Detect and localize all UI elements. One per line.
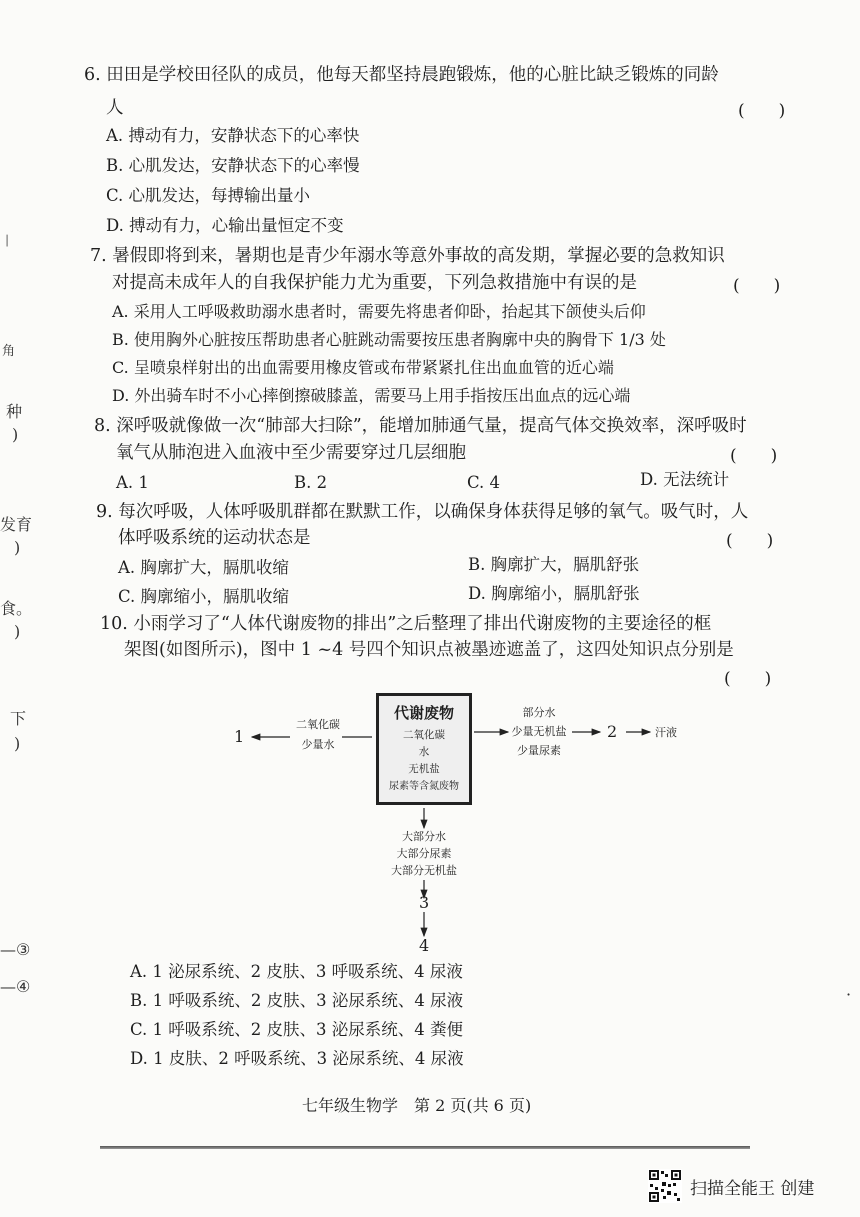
margin-fragment: —④ <box>0 977 31 996</box>
q6-answer-paren: ( ) <box>738 101 786 121</box>
qr-code-icon <box>648 1169 682 1203</box>
margin-fragment: 下 <box>10 709 27 728</box>
q9-option-c: C. 胸廓缩小，膈肌收缩 <box>118 587 290 606</box>
diagram-down-label: 大部分水 <box>402 830 446 843</box>
footer-divider <box>100 1146 750 1149</box>
margin-fragment: │ <box>4 236 11 247</box>
diagram-label-1: 1 <box>234 727 245 746</box>
margin-fragment: · <box>846 985 852 1004</box>
q8-option-d: D. 无法统计 <box>640 470 730 489</box>
q8-option-a: A. 1 <box>116 473 149 492</box>
diagram-right-label: 部分水 <box>522 706 556 719</box>
q10-option-b: B. 1 呼吸系统、2 皮肤、3 泌尿系统、4 尿液 <box>130 991 464 1010</box>
diagram-box-item: 水 <box>418 746 430 758</box>
margin-fragment: ) <box>14 622 21 641</box>
page-footer: 七年级生物学 第 2 页(共 6 页) <box>302 1096 532 1115</box>
q10-stem-line2: 架图(如图所示)，图中 1 ~4 号四个知识点被墨迹遮盖了，这四处知识点分别是 <box>124 640 734 660</box>
diagram-box-item: 无机盐 <box>408 763 440 775</box>
diagram-down-label: 大部分无机盐 <box>391 864 457 877</box>
margin-fragment: 发育 <box>0 515 33 534</box>
scanner-watermark: 扫描全能王 创建 <box>690 1179 815 1199</box>
q6-option-d: D. 搏动有力，心输出量恒定不变 <box>106 216 344 235</box>
q8-option-b: B. 2 <box>294 473 328 492</box>
q9-option-d: D. 胸廓缩小，膈肌舒张 <box>468 584 640 603</box>
q8-stem-line2: 氧气从肺泡进入血液中至少需要穿过几层细胞 <box>116 443 466 463</box>
q9-option-b: B. 胸廓扩大，膈肌舒张 <box>468 555 640 574</box>
diagram-box-item: 尿素等含氮废物 <box>389 781 459 792</box>
margin-fragment: 食。 <box>0 599 33 618</box>
q9-answer-paren: ( ) <box>726 531 774 551</box>
diagram-box-title: 代谢废物 <box>393 704 454 722</box>
diagram-label-2: 2 <box>607 722 618 741</box>
diagram-left-label: 二氧化碳 <box>296 718 340 731</box>
q6-stem-line1: 6. 田田是学校田径队的成员，他每天都坚持晨跑锻炼，他的心脏比缺乏锻炼的同龄 <box>84 65 719 85</box>
diagram-box-item: 二氧化碳 <box>403 729 445 741</box>
q7-option-a: A. 采用人工呼吸救助溺水患者时，需要先将患者仰卧，抬起其下颌使头后仰 <box>112 302 646 321</box>
margin-fragment: 角 <box>2 344 16 359</box>
q7-option-d: D. 外出骑车时不小心摔倒擦破膝盖，需要马上用手指按压出血点的远心端 <box>112 386 631 405</box>
q10-option-d: D. 1 皮肤、2 呼吸系统、3 泌尿系统、4 尿液 <box>130 1049 464 1068</box>
q9-option-a: A. 胸廓扩大，膈肌收缩 <box>118 558 289 577</box>
diagram-right-label: 少量无机盐 <box>511 725 567 738</box>
q7-stem-line2: 对提高未成年人的自我保护能力尤为重要，下列急救措施中有误的是 <box>112 273 637 293</box>
q6-option-a: A. 搏动有力，安静状态下的心率快 <box>106 126 360 145</box>
margin-fragment: ) <box>12 425 19 444</box>
q10-option-c: C. 1 呼吸系统、2 皮肤、3 泌尿系统、4 粪便 <box>130 1020 463 1039</box>
q10-option-a: A. 1 泌尿系统、2 皮肤、3 呼吸系统、4 尿液 <box>130 962 463 981</box>
q7-option-b: B. 使用胸外心脏按压帮助患者心脏跳动需要按压患者胸廓中央的胸骨下 1/3 处 <box>112 330 666 349</box>
diagram-label-4: 4 <box>419 936 430 955</box>
q7-stem-line1: 7. 暑假即将到来，暑期也是青少年溺水等意外事故的高发期，掌握必要的急救知识 <box>90 246 725 266</box>
q10-answer-paren: ( ) <box>724 669 772 689</box>
q7-option-c: C. 呈喷泉样射出的出血需要用橡皮管或布带紧紧扎住出血血管的近心端 <box>112 358 614 377</box>
q8-answer-paren: ( ) <box>730 446 778 466</box>
diagram-sweat-label: 汗液 <box>655 726 677 739</box>
diagram-left-label: 少量水 <box>301 738 335 751</box>
diagram-down-label: 大部分尿素 <box>396 847 452 860</box>
margin-fragment: 种 <box>6 402 23 421</box>
margin-fragment: —③ <box>0 940 31 959</box>
q10-stem-line1: 10. 小雨学习了“人体代谢废物的排出”之后整理了排出代谢废物的主要途径的框 <box>100 614 712 634</box>
q6-option-b: B. 心肌发达，安静状态下的心率慢 <box>106 156 360 175</box>
margin-fragment: ) <box>14 734 21 753</box>
diagram-label-3: 3 <box>419 893 430 912</box>
q8-stem-line1: 8. 深呼吸就像做一次“肺部大扫除”，能增加肺通气量，提高气体交换效率，深呼吸时 <box>94 416 747 436</box>
q6-option-c: C. 心肌发达，每搏输出量小 <box>106 186 311 205</box>
q7-answer-paren: ( ) <box>733 276 781 296</box>
q6-stem-line2: 人 <box>106 98 124 118</box>
q9-stem-line2: 体呼吸系统的运动状态是 <box>118 528 311 548</box>
q8-option-c: C. 4 <box>467 473 501 492</box>
margin-fragment: ) <box>14 538 21 557</box>
diagram-right-label: 少量尿素 <box>517 744 561 757</box>
q9-stem-line1: 9. 每次呼吸，人体呼吸肌群都在默默工作，以确保身体获得足够的氧气。吸气时，人 <box>96 502 749 522</box>
